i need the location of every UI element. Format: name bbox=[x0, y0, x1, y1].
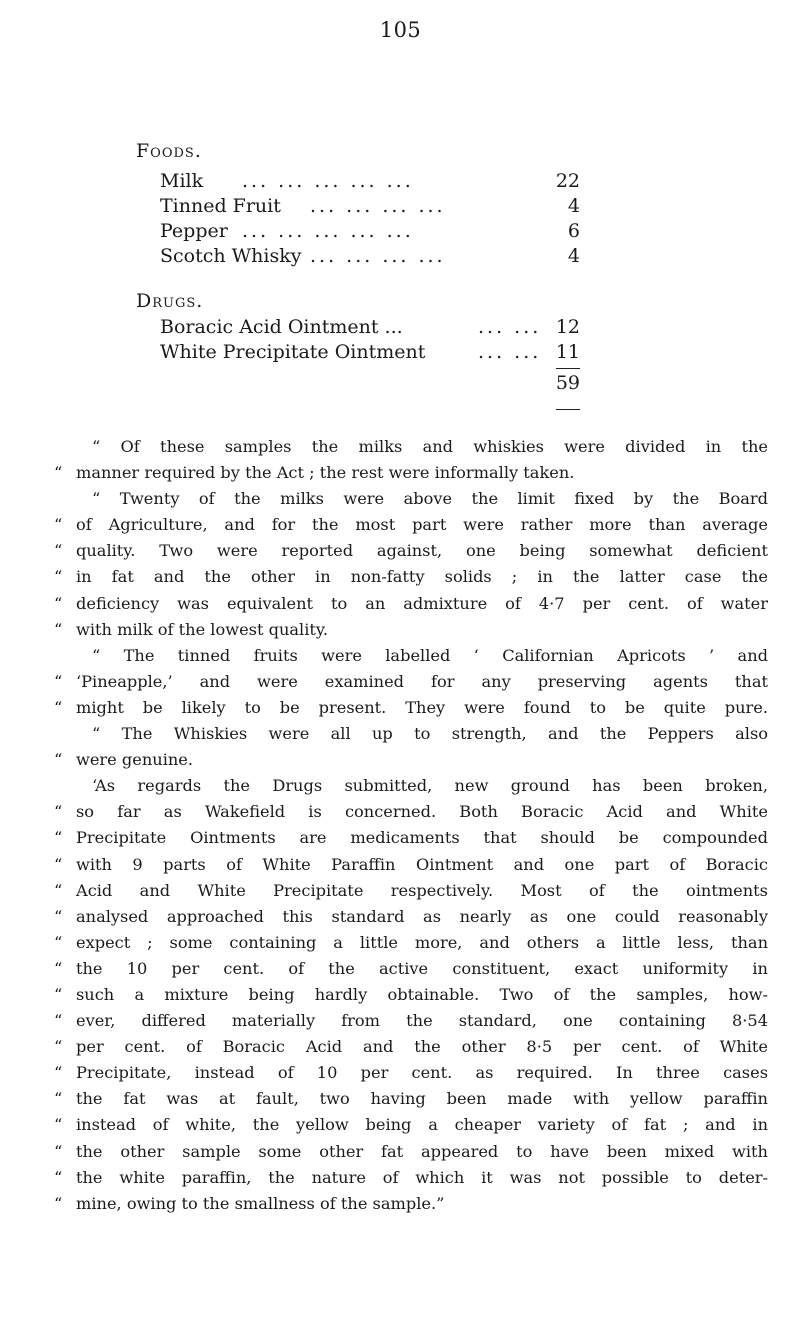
line-text: the white paraffin, the nature of which it was not possible to deter- bbox=[76, 1167, 768, 1187]
line-text: with milk of the lowest quality. bbox=[76, 619, 329, 639]
text-line bbox=[54, 1060, 768, 1086]
paragraph bbox=[54, 773, 768, 1217]
quote-mark: “ bbox=[54, 958, 63, 978]
text-line bbox=[54, 1034, 768, 1060]
quote-mark: “ bbox=[54, 802, 63, 822]
total-value: 59 bbox=[555, 372, 580, 394]
text-line bbox=[54, 825, 768, 851]
item-label: Pepper bbox=[160, 220, 228, 242]
text-line bbox=[54, 982, 768, 1008]
line-text: Precipitate, instead of 10 per cent. as required. In three cases bbox=[76, 1063, 768, 1083]
text-line bbox=[54, 460, 768, 486]
total-rule-bottom bbox=[556, 409, 580, 410]
item-leader: ... ... ... ... ... bbox=[242, 220, 414, 242]
quote-mark: “ bbox=[54, 515, 63, 535]
item-value: 4 bbox=[567, 195, 580, 217]
text-line bbox=[54, 904, 768, 930]
item-label: White Precipitate Ointment bbox=[160, 341, 426, 363]
text-line bbox=[76, 773, 768, 799]
paragraph bbox=[54, 643, 768, 721]
list-item bbox=[160, 220, 580, 244]
report-body bbox=[54, 434, 768, 1217]
item-label: Boracic Acid Ointment ... bbox=[160, 316, 403, 338]
text-line bbox=[54, 695, 768, 721]
line-text: instead of white, the yellow being a cheaper variety of fat ; and in bbox=[76, 1115, 768, 1135]
line-text: mine, owing to the smallness of the sample.” bbox=[76, 1193, 445, 1213]
item-leader: ... ... ... ... bbox=[310, 245, 446, 267]
text-line bbox=[76, 721, 768, 747]
paragraph bbox=[54, 434, 768, 486]
line-text: manner required by the Act ; the rest were informally taken. bbox=[76, 463, 575, 483]
item-value: 22 bbox=[555, 170, 580, 192]
quote-mark: “ bbox=[54, 984, 63, 1004]
line-text: the fat was at fault, two having been made with yellow paraffin bbox=[76, 1089, 768, 1109]
list-item bbox=[160, 195, 580, 219]
text-line bbox=[54, 852, 768, 878]
text-line bbox=[54, 878, 768, 904]
paragraph bbox=[54, 486, 768, 643]
item-value: 12 bbox=[555, 316, 580, 338]
text-line bbox=[54, 1139, 768, 1165]
paragraph bbox=[54, 721, 768, 773]
line-text: of Agriculture, and for the most part were rather more than average bbox=[76, 515, 768, 535]
text-line bbox=[54, 1086, 768, 1112]
text-line bbox=[54, 1112, 768, 1138]
quote-mark: “ bbox=[54, 463, 63, 483]
quote-mark: “ bbox=[54, 880, 63, 900]
quote-mark: “ bbox=[54, 1037, 63, 1057]
text-line bbox=[54, 1008, 768, 1034]
line-text: analysed approached this standard as nearly as one could reasonably bbox=[76, 906, 768, 926]
text-line bbox=[54, 747, 768, 773]
list-item bbox=[160, 170, 580, 194]
line-text: the other sample some other fat appeared to have been mixed with bbox=[76, 1141, 768, 1161]
item-value: 4 bbox=[567, 245, 580, 267]
line-text: might be likely to be present. They were found to be quite pure. bbox=[76, 697, 768, 717]
item-label: Tinned Fruit bbox=[160, 195, 281, 217]
item-leader: ... ... bbox=[478, 316, 542, 338]
item-label: Scotch Whisky bbox=[160, 245, 302, 267]
quote-mark: “ bbox=[54, 906, 63, 926]
text-line bbox=[54, 799, 768, 825]
quote-mark: “ bbox=[54, 593, 63, 613]
text-line bbox=[54, 956, 768, 982]
line-text: quality. Two were reported against, one being somewhat deficient bbox=[76, 541, 768, 561]
quote-mark: “ bbox=[54, 750, 63, 770]
item-label: Milk bbox=[160, 170, 204, 192]
line-text: “ Twenty of the milks were above the limit fixed by the Board bbox=[92, 489, 768, 509]
item-value: 11 bbox=[555, 341, 580, 363]
text-line bbox=[54, 564, 768, 590]
quote-mark: “ bbox=[54, 1063, 63, 1083]
line-text: Acid and White Precipitate respectively. Most of the ointments bbox=[76, 880, 768, 900]
list-item bbox=[160, 245, 580, 269]
line-text: Precipitate Ointments are medicaments that should be compounded bbox=[76, 828, 768, 848]
quote-mark: “ bbox=[54, 541, 63, 561]
list-item bbox=[160, 341, 580, 365]
quote-mark: “ bbox=[54, 932, 63, 952]
line-text: deficiency was equivalent to an admixture of 4·7 per cent. of water bbox=[76, 593, 768, 613]
quote-mark: “ bbox=[54, 828, 63, 848]
line-text: in fat and the other in non-fatty solids ; in the latter case the bbox=[76, 567, 768, 587]
line-text: expect ; some containing a little more, and others a little less, than bbox=[76, 932, 768, 952]
text-line bbox=[54, 591, 768, 617]
item-value: 6 bbox=[567, 220, 580, 242]
line-text: “ The tinned fruits were labelled ‘ Californian Apricots ’ and bbox=[92, 645, 768, 665]
line-text: ‘As regards the Drugs submitted, new ground has been broken, bbox=[92, 776, 768, 796]
quote-mark: “ bbox=[54, 1115, 63, 1135]
line-text: ‘Pineapple,’ and were examined for any preserving agents that bbox=[76, 671, 768, 691]
text-line bbox=[54, 1191, 768, 1217]
text-line bbox=[54, 512, 768, 538]
quote-mark: “ bbox=[54, 697, 63, 717]
quote-mark: “ bbox=[54, 1089, 63, 1109]
page-number: 105 bbox=[379, 18, 422, 42]
line-text: with 9 parts of White Paraffin Ointment and one part of Boracic bbox=[76, 854, 768, 874]
line-text: the 10 per cent. of the active constituent, exact uniformity in bbox=[76, 958, 768, 978]
foods-heading: Foods. bbox=[136, 140, 202, 162]
text-line bbox=[54, 538, 768, 564]
total-rule-top bbox=[556, 368, 580, 369]
quote-mark: “ bbox=[54, 671, 63, 691]
line-text: per cent. of Boracic Acid and the other 8·5 per cent. of White bbox=[76, 1037, 768, 1057]
quote-mark: “ bbox=[54, 567, 63, 587]
line-text: were genuine. bbox=[76, 750, 194, 770]
list-item bbox=[160, 316, 580, 340]
text-line bbox=[54, 930, 768, 956]
text-line bbox=[76, 434, 768, 460]
line-text: such a mixture being hardly obtainable. Two of the samples, how- bbox=[76, 984, 768, 1004]
line-text: “ Of these samples the milks and whiskies were divided in the bbox=[92, 437, 768, 456]
quote-mark: “ bbox=[54, 1011, 63, 1031]
line-text: “ The Whiskies were all up to strength, and the Peppers also bbox=[92, 724, 768, 744]
item-leader: ... ... bbox=[478, 341, 542, 363]
quote-mark: “ bbox=[54, 1167, 63, 1187]
text-line bbox=[76, 486, 768, 512]
text-line bbox=[54, 1165, 768, 1191]
line-text: so far as Wakefield is concerned. Both Boracic Acid and White bbox=[76, 802, 768, 822]
item-leader: ... ... ... ... bbox=[310, 195, 446, 217]
quote-mark: “ bbox=[54, 854, 63, 874]
quote-mark: “ bbox=[54, 1193, 63, 1213]
quote-mark: “ bbox=[54, 1141, 63, 1161]
text-line bbox=[54, 669, 768, 695]
line-text: ever, differed materially from the standard, one containing 8·54 bbox=[76, 1011, 768, 1031]
item-leader: ... ... ... ... ... bbox=[242, 170, 414, 192]
drugs-heading: Drugs. bbox=[136, 290, 204, 312]
text-line bbox=[76, 643, 768, 669]
text-line bbox=[54, 617, 768, 643]
quote-mark: “ bbox=[54, 619, 63, 639]
